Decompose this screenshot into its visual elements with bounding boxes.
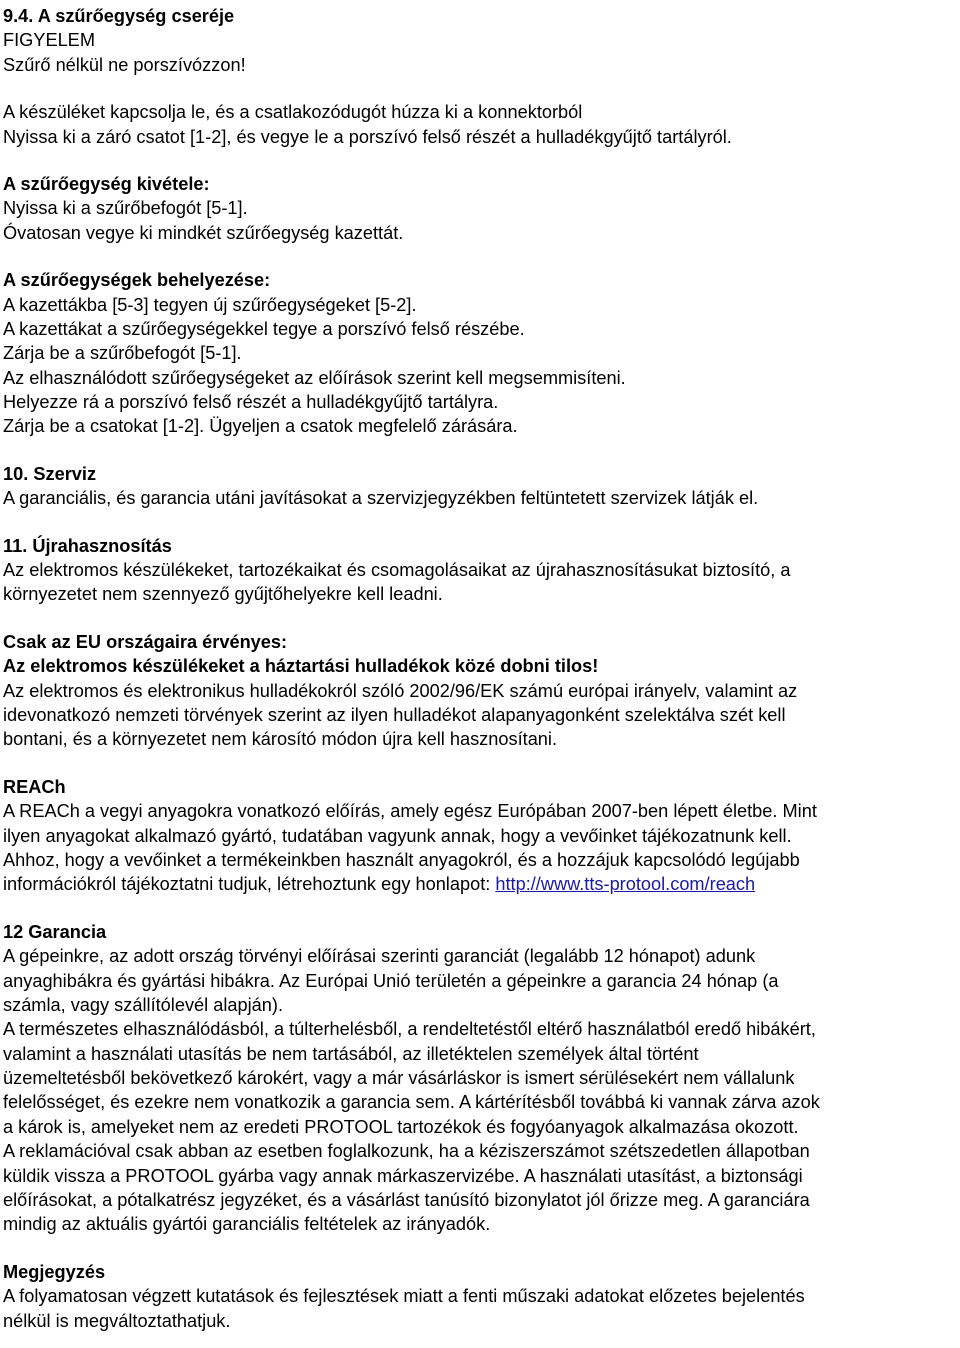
section-heading-10 bbox=[3, 462, 958, 486]
remove-title: A szűrőegység kivétele: bbox=[3, 173, 210, 194]
insert-line: A kazettákba [5-3] tegyen új szűrőegységeket [5-2]. bbox=[3, 294, 417, 315]
warranty-line: anyaghibákra és gyártási hibákra. Az Európai Unió területén a gépeinkre a garancia 24 hónap (a bbox=[3, 970, 779, 991]
note-line: nélkül is megváltoztathatjuk. bbox=[3, 1310, 231, 1331]
warranty-line: előírásokat, a pótalkatrész jegyzéket, és a vásárlást tanúsító bizonylatot jól őrizze meg. A garanciára bbox=[3, 1190, 810, 1211]
note-line: A folyamatosan végzett kutatások és fejlesztések miatt a fenti műszaki adatokat előzetes bejelentés bbox=[3, 1286, 805, 1307]
warranty-line: küldik vissza a PROTOOL gyárba vagy annak márkaszervizébe. A használati utasítást, a biztonsági bbox=[3, 1165, 803, 1186]
note-title: Megjegyzés bbox=[3, 1261, 106, 1282]
warranty-line: felelősséget, és ezekre nem vonatkozik a garancia sem. A kártérítésből továbbá ki vannak zárva azok bbox=[3, 1092, 820, 1113]
eu-line: idevonatkozó nemzeti törvények szerint az ilyen hulladékot alapanyagonként szelektálva szét kell bbox=[3, 704, 786, 725]
spacer bbox=[3, 1237, 958, 1260]
insert-line: Helyezze rá a porszívó felső részét a hulladékgyűjtő tartályra. bbox=[3, 392, 499, 413]
reach-line-prefix: információkról tájékoztatni tudjuk, létrehoztunk egy honlapot: bbox=[3, 874, 496, 895]
spacer bbox=[3, 752, 958, 775]
warranty-title: 12 Garancia bbox=[3, 921, 107, 942]
section-number: 10. bbox=[3, 463, 29, 484]
spacer bbox=[3, 607, 958, 630]
section-heading-9-4: 9.4. A szűrőegység cseréje bbox=[3, 6, 235, 26]
section-title: Szerviz bbox=[33, 463, 97, 484]
warning-title: FIGYELEM bbox=[3, 30, 95, 51]
eu-title: Csak az EU országaira érvényes: bbox=[3, 631, 288, 652]
spacer bbox=[3, 511, 958, 534]
warning-text: Szűrő nélkül ne porszívózzon! bbox=[3, 54, 246, 75]
insert-line: Zárja be a csatokat [1-2]. Ügyeljen a csatok megfelelő zárására. bbox=[3, 416, 518, 437]
reach-website-link[interactable]: http://www.tts-protool.com/reach bbox=[495, 874, 756, 895]
warranty-line: valamint a használati utasítás be nem tartásából, az illetéktelen személyek által történt bbox=[3, 1043, 699, 1064]
warranty-line: számla, vagy szállítólevél alapján). bbox=[3, 994, 284, 1015]
spacer bbox=[3, 77, 958, 100]
eu-line: Az elektromos és elektronikus hulladékokról szóló 2002/96/EK számú európai irányelv, valamint az bbox=[3, 680, 798, 701]
intro-line: A készüléket kapcsolja le, és a csatlakozódugót húzza ki a konnektorból bbox=[3, 102, 583, 123]
warranty-line: A reklamációval csak abban az esetben foglalkozunk, ha a kéziszerszámot szétszedetlen állapotban bbox=[3, 1141, 810, 1162]
insert-line: Zárja be a szűrőbefogót [5-1]. bbox=[3, 343, 242, 364]
eu-line: bontani, és a környezetet nem károsító módon újra kell hasznosítani. bbox=[3, 729, 558, 750]
section-title: Újrahasznosítás bbox=[32, 535, 172, 556]
spacer bbox=[3, 149, 958, 172]
spacer bbox=[3, 439, 958, 462]
intro-line: Nyissa ki a záró csatot [1-2], és vegye le a porszívó felső részét a hulladékgyűjtő tartályról. bbox=[3, 126, 732, 147]
document-page bbox=[3, 4, 958, 1333]
reach-line bbox=[3, 872, 958, 896]
reach-title: REACh bbox=[3, 776, 66, 797]
remove-line: Óvatosan vegye ki mindkét szűrőegység kazettát. bbox=[3, 222, 404, 243]
recycling-line: környezetet nem szennyező gyűjtőhelyekre kell leadni. bbox=[3, 584, 443, 605]
warranty-line: A természetes elhasználódásból, a túlterhelésből, a rendeltetéstől eltérő használatból eredő hibákért, bbox=[3, 1019, 816, 1040]
remove-line: Nyissa ki a szűrőbefogót [5-1]. bbox=[3, 198, 248, 219]
reach-line: Ahhoz, hogy a vevőinket a termékeinkben használt anyagokról, és a hozzájuk kapcsolódó legújabb bbox=[3, 849, 800, 870]
warranty-line: a károk is, amelyeket nem az eredeti PROTOOL tartozékok és fogyóanyagok alkalmazása okozott. bbox=[3, 1116, 799, 1137]
insert-title: A szűrőegységek behelyezése: bbox=[3, 270, 271, 291]
recycling-line: Az elektromos készülékeket, tartozékaikat és csomagolásaikat az újrahasznosításukat biztosító, a bbox=[3, 560, 791, 581]
eu-warning: Az elektromos készülékeket a háztartási hulladékok közé dobni tilos! bbox=[3, 656, 599, 677]
reach-line: ilyen anyagokat alkalmazó gyártó, tudatában vagyunk annak, hogy a vevőinket tájékozatnunk kell. bbox=[3, 825, 792, 846]
service-line: A garanciális, és garancia utáni javításokat a szervizjegyzékben feltüntetett szervizek látják el. bbox=[3, 488, 759, 509]
warranty-line: mindig az aktuális gyártói garanciális feltételek az irányadók. bbox=[3, 1214, 491, 1235]
reach-line: A REACh a vegyi anyagokra vonatkozó előírás, amely egész Európában 2007-ben lépett életbe. Mint bbox=[3, 801, 817, 822]
spacer bbox=[3, 245, 958, 268]
section-heading-11 bbox=[3, 534, 958, 558]
insert-line: A kazettákat a szűrőegységekkel tegye a porszívó felső részébe. bbox=[3, 318, 525, 339]
spacer bbox=[3, 897, 958, 920]
warranty-line: A gépeinkre, az adott ország törvényi előírásai szerinti garanciát (legalább 12 hónapot) adunk bbox=[3, 946, 756, 967]
section-number: 11. bbox=[3, 535, 28, 556]
insert-line: Az elhasználódott szűrőegységeket az előírások szerint kell megsemmisíteni. bbox=[3, 367, 626, 388]
warranty-line: üzemeltetésből bekövetkező károkért, vagy a már vásárláskor is ismert sérülésekért nem vállalunk bbox=[3, 1068, 795, 1089]
